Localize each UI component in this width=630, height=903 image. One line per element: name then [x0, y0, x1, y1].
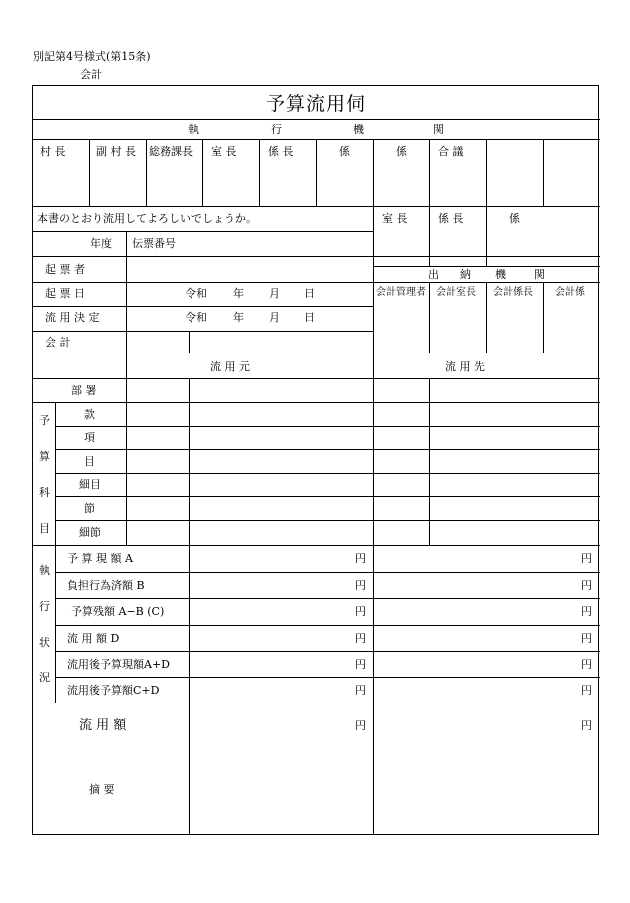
- role-kaikei-kanrisha: 会計管理者: [376, 287, 426, 298]
- jokyo-label-1: 執: [39, 564, 50, 577]
- yen-moto-a: 円: [355, 552, 366, 565]
- yen-saki-a: 円: [581, 552, 592, 565]
- ryuyo-saki-header: 流 用 先: [445, 360, 485, 373]
- kamoku-kou: 項: [84, 431, 95, 444]
- date1-year: 年: [233, 287, 244, 300]
- role-kakari-3: 係: [509, 212, 520, 225]
- kamoku-setsu: 節: [84, 502, 95, 515]
- jokyo-label-3: 状: [39, 636, 50, 649]
- yosan-label-1: 予: [39, 414, 50, 427]
- role-kaikei-kakari: 会計係: [555, 287, 585, 298]
- date1-day: 日: [304, 287, 315, 300]
- yen-moto-b: 円: [355, 579, 366, 592]
- jokyo-ryuyogo-genkaku: 流用後予算現額A+D: [67, 658, 170, 671]
- role-soumukachou: 総務課長: [149, 145, 193, 158]
- request-text: 本書のとおり流用してよろしいでしょうか。: [37, 212, 257, 225]
- field-kihyobi: 起 票 日: [45, 287, 85, 300]
- kamoku-saimoku: 細目: [79, 478, 101, 491]
- kamoku-moku: 目: [84, 455, 95, 468]
- yen-moto-d: 円: [355, 632, 366, 645]
- yen-moto-c: 円: [355, 605, 366, 618]
- yen-saki-c: 円: [581, 605, 592, 618]
- yosan-label-2: 算: [39, 450, 50, 463]
- date1-reiwa: 令和: [185, 287, 207, 300]
- role-kakari-1: 係: [339, 145, 350, 158]
- date2-month: 月: [269, 311, 280, 324]
- ryuyo-gaku-label: 流 用 額: [79, 718, 127, 733]
- jokyo-ryuyogo-yosan: 流用後予算額C+D: [67, 684, 160, 697]
- shikko-heading-2: 行: [271, 123, 282, 136]
- yen-ryuyo-moto: 円: [355, 719, 366, 732]
- yen-saki-b: 円: [581, 579, 592, 592]
- department-label: 会計: [80, 68, 102, 81]
- suitou-heading-4: 関: [534, 268, 545, 281]
- field-ryuyo-kettei: 流 用 決 定: [45, 311, 100, 324]
- role-kaikei-shitsuchou: 会計室長: [436, 287, 476, 298]
- suitou-heading-1: 出: [428, 268, 439, 281]
- role-kakarichou-2: 係 長: [438, 212, 464, 225]
- shikko-heading-4: 関: [433, 123, 444, 136]
- shikko-heading-3: 機: [353, 123, 364, 136]
- jokyo-label-2: 行: [39, 600, 50, 613]
- date2-reiwa: 令和: [185, 311, 207, 324]
- kamoku-kan: 款: [84, 408, 95, 421]
- role-shitsuchou: 室 長: [211, 145, 237, 158]
- shikko-heading-1: 執: [188, 123, 199, 136]
- field-kihyosha: 起 票 者: [45, 263, 85, 276]
- role-kaikei-kakarichou: 会計係長: [493, 287, 533, 298]
- tekiyo-label: 摘 要: [89, 783, 115, 796]
- date2-day: 日: [304, 311, 315, 324]
- field-nendo: 年度: [90, 237, 112, 250]
- kamoku-saisetsu: 細節: [79, 526, 101, 539]
- ryuyo-moto-header: 流 用 元: [210, 360, 250, 373]
- date1-month: 月: [269, 287, 280, 300]
- yen-moto-ad: 円: [355, 658, 366, 671]
- role-aigi: 合 議: [438, 145, 464, 158]
- yen-saki-cd: 円: [581, 684, 592, 697]
- yen-saki-d: 円: [581, 632, 592, 645]
- jokyo-zangaku: 予算残額 A−B (C): [71, 605, 165, 618]
- form-number: 別記第4号様式(第15条): [33, 50, 151, 63]
- suitou-heading-3: 機: [495, 268, 506, 281]
- role-sonchou: 村 長: [40, 145, 66, 158]
- role-shitsuchou-2: 室 長: [382, 212, 408, 225]
- role-fukusonchou: 副 村 長: [96, 145, 136, 158]
- suitou-heading-2: 納: [460, 268, 471, 281]
- yen-saki-ad: 円: [581, 658, 592, 671]
- role-kakari-2: 係: [396, 145, 407, 158]
- role-kakarichou: 係 長: [268, 145, 294, 158]
- yosan-label-4: 目: [39, 522, 50, 535]
- date2-year: 年: [233, 311, 244, 324]
- jokyo-futankoui: 負担行為済額 B: [67, 579, 145, 592]
- yen-moto-cd: 円: [355, 684, 366, 697]
- field-denpyo-bangou: 伝票番号: [132, 237, 176, 250]
- form-title: 予算流用伺: [266, 93, 367, 115]
- budget-transfer-form: [32, 85, 599, 835]
- busho-label: 部 署: [71, 384, 97, 397]
- jokyo-genkaku: 予 算 現 額 A: [67, 552, 133, 565]
- yosan-label-3: 科: [39, 486, 50, 499]
- yen-ryuyo-saki: 円: [581, 719, 592, 732]
- jokyo-ryuyogaku: 流 用 額 D: [67, 632, 120, 645]
- field-kaikei: 会 計: [45, 336, 71, 349]
- jokyo-label-4: 況: [39, 671, 50, 684]
